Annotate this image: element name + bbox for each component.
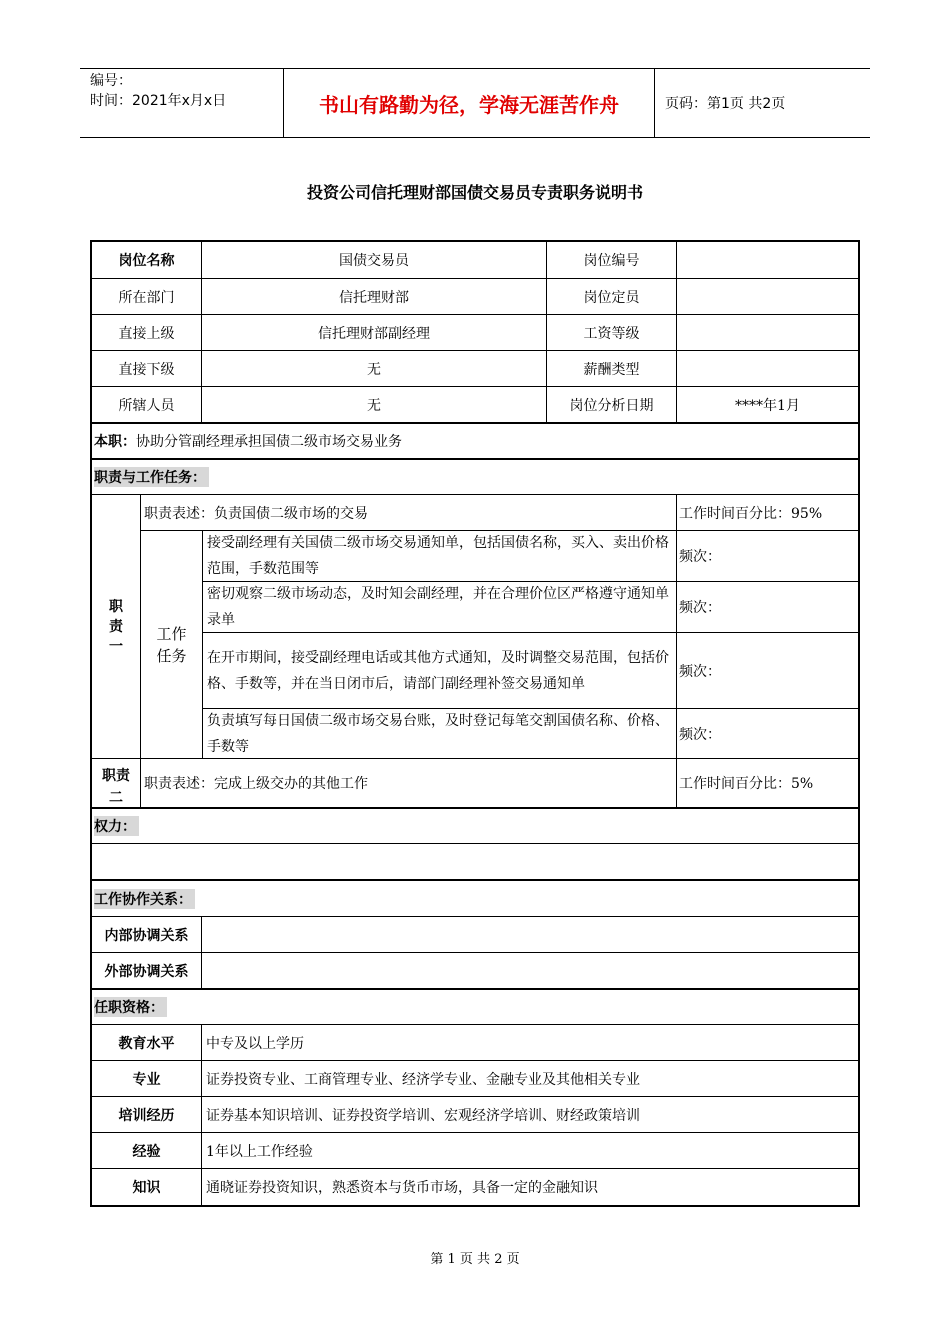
tasks-section-title: 职责与工作任务：	[94, 467, 209, 487]
duty-text: 协助分管副经理承担国债二级市场交易业务	[136, 434, 402, 450]
task-item-2: 密切观察二级市场动态，及时知会副经理，并在合理价位区严格遵守通知单录单	[207, 586, 669, 628]
time-label: 时间：2021年x月x日	[90, 93, 227, 109]
value-education: 中专及以上学历	[206, 1035, 304, 1052]
task-freq-2: 频次：	[679, 600, 721, 616]
coop-section-title: 工作协作关系：	[94, 889, 195, 909]
duty-row	[94, 424, 854, 458]
task-item-4: 负责填写每日国债二级市场交易台账，及时登记每笔交割国债名称、价格、手数等	[207, 712, 669, 755]
power-section-title: 权力：	[94, 816, 139, 836]
duty1-percent: 工作时间百分比：95%	[679, 505, 823, 522]
page-footer: 第 1 页 共 2 页	[430, 1252, 520, 1267]
label-staff: 所辖人员	[118, 397, 175, 414]
task-item-3: 在开市期间，接受副经理电话或其他方式通知，及时调整交易范围，包括价格、手数等，并在当日闭市后，请部门副经理补签交易通知单	[207, 649, 669, 692]
label-position-name: 岗位名称	[118, 253, 175, 269]
task-freq-3: 频次：	[679, 663, 721, 680]
qual-section-header	[94, 990, 167, 1024]
power-section-header	[94, 809, 139, 843]
label-experience: 经验	[132, 1143, 161, 1160]
duty1-label: 职责一	[109, 598, 123, 655]
header-meta	[80, 69, 283, 137]
label-analysis-date: 岗位分析日期	[569, 397, 654, 414]
value-staff: 无	[367, 397, 381, 414]
duty2-label: 职责二	[102, 768, 130, 806]
code-label: 编号：	[90, 73, 132, 89]
value-salary-grade	[677, 315, 858, 350]
job-description-table	[90, 240, 860, 1207]
value-supervisor: 信托理财部副经理	[318, 325, 430, 342]
header-page-label: 页码：第1页 共2页	[665, 96, 786, 112]
label-internal-coop: 内部协调关系	[104, 927, 189, 944]
qual-section-title: 任职资格：	[94, 997, 167, 1017]
label-position-code: 岗位编号	[583, 253, 640, 269]
label-external-coop: 外部协调关系	[104, 963, 189, 980]
power-content	[92, 844, 858, 879]
value-knowledge: 通晓证券投资知识，熟悉资本与货币市场，具备一定的金融知识	[206, 1180, 598, 1196]
task-freq-1: 频次：	[679, 549, 721, 565]
value-subordinate: 无	[367, 361, 381, 378]
header-motto: 书山有路勤为径，学海无涯苦作舟	[283, 69, 655, 137]
label-salary-grade: 工资等级	[583, 325, 640, 342]
tasks-section-header	[94, 460, 209, 494]
doc-title: 投资公司信托理财部国债交易员专责职务说明书	[306, 183, 643, 202]
value-major: 证券投资专业、工商管理专业、经济学专业、金融专业及其他相关专业	[206, 1071, 640, 1088]
task-item-1: 接受副经理有关国债二级市场交易通知单，包括国债名称，买入、卖出价格范围，手数范围等	[207, 535, 669, 577]
duty-label: 本职：	[94, 434, 136, 450]
value-external-coop	[202, 953, 858, 988]
label-education: 教育水平	[118, 1035, 175, 1052]
label-headcount: 岗位定员	[583, 289, 640, 306]
value-pay-type	[677, 351, 858, 386]
page-header	[80, 68, 870, 138]
duty2-desc: 职责表述：完成上级交办的其他工作	[144, 776, 368, 792]
label-training: 培训经历	[118, 1107, 175, 1124]
value-headcount	[677, 279, 858, 314]
value-training: 证券基本知识培训、证券投资学培训、宏观经济学培训、财经政策培训	[206, 1107, 640, 1124]
task-freq-4: 频次：	[679, 726, 721, 743]
label-major: 专业	[132, 1071, 161, 1088]
value-position-code	[677, 242, 858, 278]
label-knowledge: 知识	[132, 1180, 161, 1196]
task-label: 工作任务	[156, 624, 187, 665]
label-subordinate: 直接下级	[118, 361, 175, 378]
label-department: 所在部门	[118, 289, 175, 306]
value-experience: 1年以上工作经验	[206, 1143, 313, 1160]
duty1-desc: 职责表述：负责国债二级市场的交易	[144, 505, 368, 522]
coop-section-header	[94, 881, 195, 916]
label-pay-type: 薪酬类型	[583, 361, 640, 378]
duty2-percent: 工作时间百分比：5%	[679, 776, 814, 792]
value-position-name: 国债交易员	[339, 253, 409, 269]
label-supervisor: 直接上级	[118, 325, 175, 342]
value-department: 信托理财部	[339, 289, 409, 306]
value-analysis-date: ****年1月	[735, 397, 800, 414]
value-internal-coop	[202, 917, 858, 952]
